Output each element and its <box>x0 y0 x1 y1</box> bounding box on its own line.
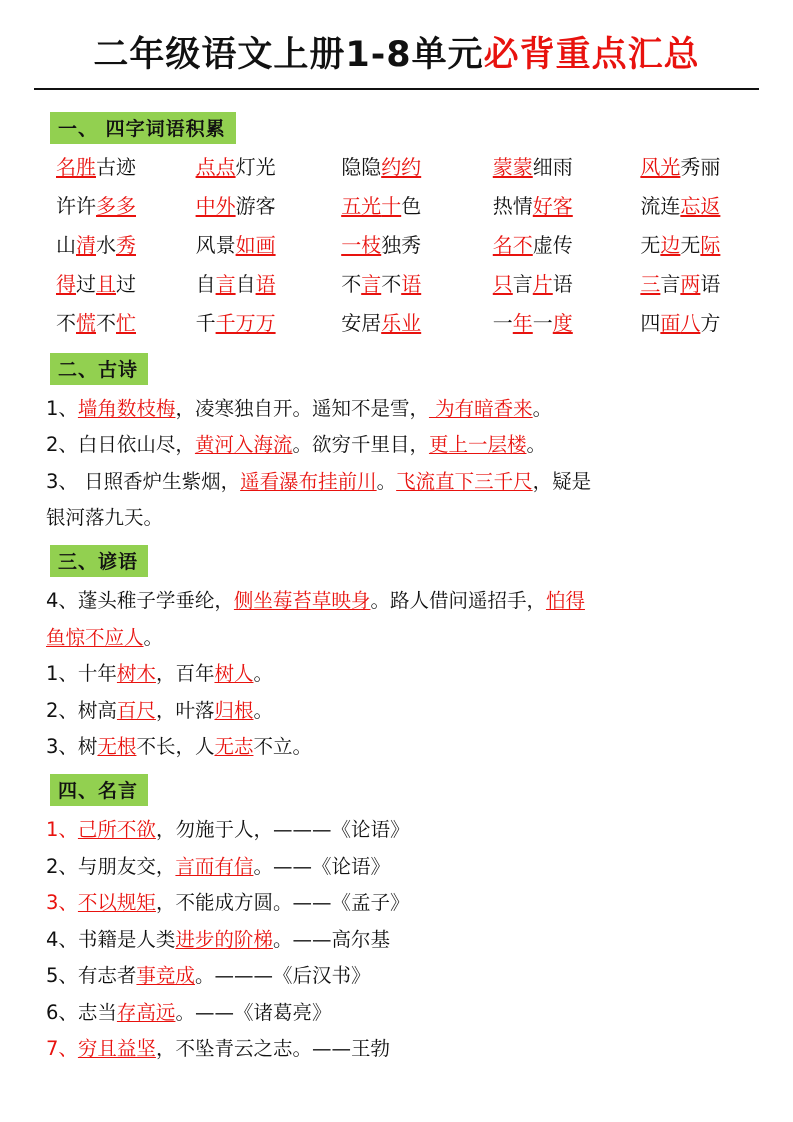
word-seg: 一枝 <box>341 232 382 257</box>
proverb-line-seg: 百尺 <box>116 698 156 722</box>
word-seg: 际 <box>700 232 721 257</box>
word-seg: 十 <box>381 193 402 218</box>
proverb-line-seg: 无根 <box>97 735 137 759</box>
maxim-line-seg: 4、书籍是人类 <box>46 927 176 951</box>
section-heading-4: 四、名言 <box>50 774 148 806</box>
proverb-line-seg: ，叶落 <box>155 698 215 722</box>
proverb-line <box>46 658 772 690</box>
maxims-list <box>46 814 772 1065</box>
word-seg: 语 <box>700 271 721 296</box>
word-seg: 自 <box>195 271 216 296</box>
section-heading-1: 一、 四字词语积累 <box>50 112 236 144</box>
poem-line-seg: 。 <box>532 396 553 420</box>
word-seg: 独秀 <box>381 232 422 257</box>
poem-line <box>46 466 772 498</box>
word-item <box>182 191 322 221</box>
maxim-line-seg: 3、 <box>46 891 78 915</box>
word-seg: 不 <box>341 271 362 296</box>
word-item <box>182 269 322 299</box>
word-seg: 语 <box>401 271 422 296</box>
word-item <box>618 152 766 182</box>
maxim-line-seg: 存高远 <box>116 1000 176 1024</box>
word-row <box>52 269 766 299</box>
maxim-line <box>46 997 772 1029</box>
word-seg: 五光 <box>341 193 382 218</box>
word-seg: 安居 <box>341 310 382 335</box>
word-item <box>467 269 619 299</box>
word-seg: 灯光 <box>235 154 276 179</box>
word-seg: 无 <box>680 232 701 257</box>
word-item <box>182 152 322 182</box>
word-seg: 热情 <box>492 193 533 218</box>
word-seg: 一 <box>492 310 513 335</box>
word-seg: 秀 <box>116 232 136 257</box>
word-seg: 约约 <box>381 154 422 179</box>
word-seg: 清 <box>76 232 96 257</box>
proverb-line <box>46 585 772 617</box>
poem-line-seg: 遥看瀑布挂前川 <box>240 469 377 493</box>
maxim-line-seg: 事竞成 <box>136 964 195 988</box>
word-seg: 游客 <box>235 193 276 218</box>
title-red-part: 必背重点汇总 <box>483 35 700 75</box>
poem-line-seg: 。欲穷千里目， <box>292 433 429 457</box>
poem-line-seg: 墙角数枝梅 <box>77 396 176 420</box>
proverb-line-seg: 归根 <box>214 698 254 722</box>
proverb-line <box>46 731 772 763</box>
title-text <box>34 34 759 78</box>
maxim-line <box>46 960 772 992</box>
maxim-line-seg: 穷且益坚 <box>77 1037 156 1061</box>
word-seg: 中外 <box>195 193 236 218</box>
word-seg: 三 <box>640 271 661 296</box>
poem-line-seg: 更上一层楼 <box>428 433 527 457</box>
word-seg: 色 <box>401 193 422 218</box>
proverb-line-seg: 侧坐莓苔草映身 <box>233 589 371 613</box>
word-seg: 蒙蒙 <box>492 154 533 179</box>
proverb-line-seg: 。 <box>143 625 164 649</box>
word-item <box>52 308 182 338</box>
word-row <box>52 230 766 260</box>
word-item <box>618 269 766 299</box>
word-seg: 慌 <box>76 310 96 335</box>
word-item <box>467 230 619 260</box>
proverb-line-seg: 怕得 <box>545 589 585 613</box>
maxim-line-seg: ，勿施于人，———《论语》 <box>155 817 410 841</box>
poem-line-seg: 2、白日依山尽， <box>46 433 195 457</box>
word-item <box>321 308 467 338</box>
word-item <box>52 230 182 260</box>
word-seg: 水 <box>96 232 116 257</box>
word-row <box>52 191 766 221</box>
word-item <box>618 191 766 221</box>
maxim-line-seg: 己所不欲 <box>77 817 156 841</box>
poem-line-seg: 。 <box>376 469 397 493</box>
word-item <box>52 191 182 221</box>
word-seg: 点点 <box>195 154 236 179</box>
word-item <box>321 191 467 221</box>
word-seg: 名胜 <box>56 154 96 179</box>
word-seg: 语 <box>552 271 573 296</box>
word-seg: 言 <box>660 271 681 296</box>
word-row <box>52 308 766 338</box>
maxim-line <box>46 1033 772 1065</box>
word-seg: 且 <box>96 271 116 296</box>
word-seg: 细雨 <box>532 154 573 179</box>
word-item <box>182 230 322 260</box>
word-item <box>467 308 619 338</box>
maxim-line-seg: 。——《论语》 <box>253 854 390 878</box>
ancient-poems-list <box>46 393 772 534</box>
poem-line-seg: 飞流直下三千尺 <box>396 469 533 493</box>
maxim-line-seg: 进步的阶梯 <box>175 927 273 951</box>
poem-line-seg: ，疑是 <box>532 469 592 493</box>
proverb-line-seg: 树人 <box>214 662 254 686</box>
proverb-line-seg: ，百年 <box>155 662 215 686</box>
title-black-part: 二年级语文上册1-8单元 <box>93 35 484 75</box>
word-seg: 过 <box>116 271 136 296</box>
proverb-line-seg: 不长，人 <box>136 735 215 759</box>
word-seg: 多多 <box>96 193 136 218</box>
maxim-line-seg: 。———《后汉书》 <box>194 964 371 988</box>
word-seg: 自 <box>235 271 256 296</box>
word-item <box>618 308 766 338</box>
word-seg: 风景 <box>195 232 236 257</box>
word-seg: 许许 <box>56 193 96 218</box>
section-heading-3: 三、谚语 <box>50 545 148 577</box>
word-seg: 四 <box>640 310 661 335</box>
word-seg: 千万万 <box>215 310 276 335</box>
proverb-line-seg: 。 <box>253 662 273 686</box>
word-item <box>467 191 619 221</box>
word-item <box>52 152 182 182</box>
word-seg: 方 <box>700 310 721 335</box>
maxim-line <box>46 887 772 919</box>
proverb-line-seg: 无志 <box>214 735 254 759</box>
four-character-words-grid <box>52 152 766 338</box>
page-title <box>34 34 759 90</box>
word-seg: 好客 <box>532 193 573 218</box>
proverb-line-seg: 。 <box>253 698 273 722</box>
proverb-line-seg: 树木 <box>116 662 156 686</box>
poem-line <box>46 393 772 425</box>
word-seg: 边 <box>660 232 681 257</box>
word-seg: 隐隐 <box>341 154 382 179</box>
word-seg: 无 <box>640 232 661 257</box>
proverb-line-seg: 2、树高 <box>46 698 117 722</box>
word-seg: 片 <box>532 271 553 296</box>
word-seg: 名不 <box>492 232 533 257</box>
proverb-line <box>46 622 772 654</box>
word-seg: 千 <box>195 310 216 335</box>
proverb-line-seg: 3、树 <box>46 735 98 759</box>
maxim-line-seg: 不以规矩 <box>77 891 156 915</box>
maxim-line-seg: 5、有志者 <box>46 964 137 988</box>
word-seg: 两 <box>680 271 701 296</box>
word-seg: 秀丽 <box>680 154 721 179</box>
maxim-line-seg: 7、 <box>46 1037 78 1061</box>
proverb-line <box>46 695 772 727</box>
maxim-line-seg: 。——高尔基 <box>272 927 390 951</box>
word-item <box>182 308 322 338</box>
word-row <box>52 152 766 182</box>
poem-line <box>46 429 772 461</box>
word-seg: 一 <box>532 310 553 335</box>
word-seg: 得 <box>56 271 76 296</box>
maxim-line-seg: 2、与朋友交， <box>46 854 176 878</box>
poem-line-seg: 1、 <box>46 396 78 420</box>
proverb-line-seg: 1、十年 <box>46 662 117 686</box>
proverb-line-seg: 不立。 <box>253 735 312 759</box>
word-item <box>321 230 467 260</box>
word-item <box>618 230 766 260</box>
proverb-line-seg: 。路人借问遥招手， <box>370 589 546 613</box>
maxim-line <box>46 814 772 846</box>
maxim-line-seg: ，不坠青云之志。——王勃 <box>155 1037 390 1061</box>
word-seg: 虚传 <box>532 232 573 257</box>
word-seg: 言 <box>215 271 236 296</box>
word-seg: 不 <box>381 271 402 296</box>
poem-line-seg: 黄河入海流 <box>194 433 293 457</box>
word-seg: 风光 <box>640 154 681 179</box>
maxim-line-seg: 言而有信 <box>175 854 254 878</box>
maxim-line-seg: 。——《诸葛亮》 <box>175 1000 332 1024</box>
word-item <box>52 269 182 299</box>
proverbs-list <box>46 585 772 763</box>
word-seg: 流连 <box>640 193 681 218</box>
word-seg: 不 <box>96 310 116 335</box>
word-seg: 度 <box>552 310 573 335</box>
poem-line-seg: 为有暗香来 <box>428 396 533 420</box>
word-seg: 如画 <box>235 232 276 257</box>
word-seg: 语 <box>255 271 276 296</box>
word-item <box>467 152 619 182</box>
word-item <box>321 152 467 182</box>
word-seg: 乐业 <box>381 310 422 335</box>
word-seg: 八 <box>680 310 701 335</box>
word-seg: 山 <box>56 232 76 257</box>
maxim-line-seg: 6、志当 <box>46 1000 117 1024</box>
word-seg: 过 <box>76 271 96 296</box>
word-seg: 忘返 <box>680 193 721 218</box>
word-seg: 年 <box>512 310 533 335</box>
poem-line-seg: 3、 日照香炉生紫烟， <box>46 469 241 493</box>
maxim-line <box>46 924 772 956</box>
word-seg: 面 <box>660 310 681 335</box>
maxim-line-seg: ，不能成方圆。——《孟子》 <box>155 891 410 915</box>
word-seg: 不 <box>56 310 76 335</box>
poem-line <box>46 502 772 534</box>
word-seg: 古迹 <box>96 154 136 179</box>
maxim-line <box>46 851 772 883</box>
poem-line-seg: 银河落九天。 <box>46 506 164 530</box>
poem-line-seg: 。 <box>526 433 546 457</box>
maxim-line-seg: 1、 <box>46 817 78 841</box>
word-seg: 忙 <box>116 310 136 335</box>
section-heading-2: 二、古诗 <box>50 353 148 385</box>
word-seg: 言 <box>361 271 382 296</box>
proverb-line-seg: 4、蓬头稚子学垂纶， <box>46 589 234 613</box>
poem-line-seg: ，凌寒独自开。遥知不是雪， <box>175 396 429 420</box>
proverb-line-seg: 鱼惊不应人 <box>46 625 144 649</box>
word-seg: 言 <box>512 271 533 296</box>
word-item <box>321 269 467 299</box>
word-seg: 只 <box>492 271 513 296</box>
